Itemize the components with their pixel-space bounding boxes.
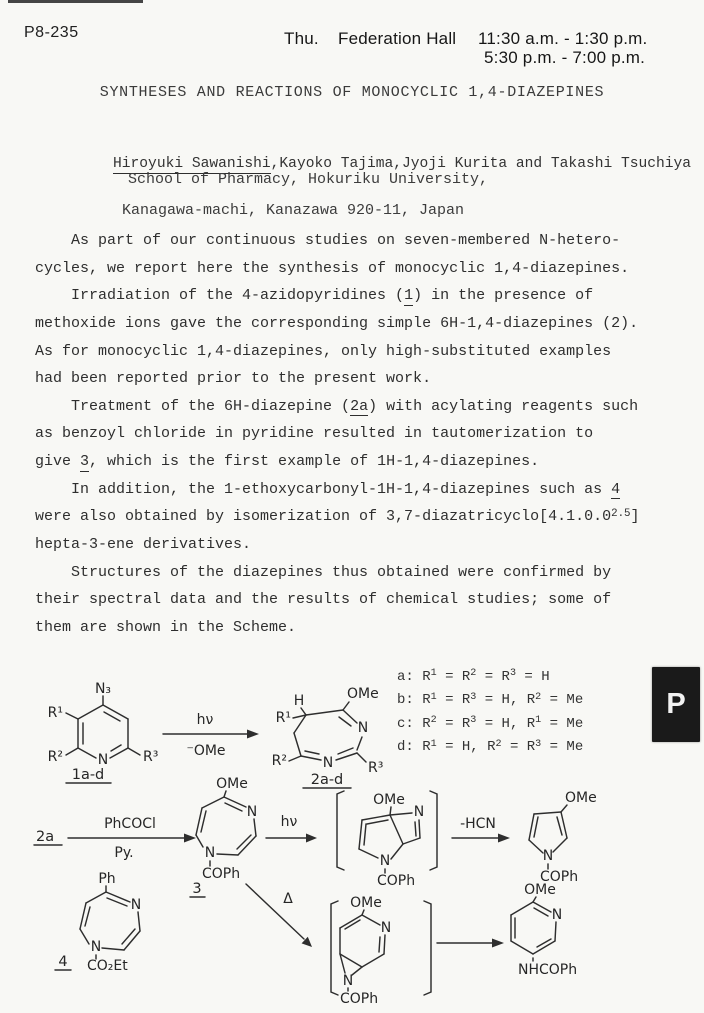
bond bbox=[224, 797, 246, 807]
text-segment: ] bbox=[630, 508, 640, 526]
bond bbox=[403, 838, 420, 844]
section-tab-p bbox=[652, 667, 700, 742]
compound-label-2a: 2a bbox=[36, 829, 55, 845]
session-time-1: 11:30 a.m. - 1:30 p.m. bbox=[478, 29, 648, 48]
section-tab-letter: P bbox=[666, 688, 686, 720]
text-segment-sup: 3 bbox=[470, 715, 477, 727]
bond bbox=[529, 814, 534, 840]
double-bond bbox=[201, 811, 206, 832]
bond bbox=[362, 915, 380, 925]
acyl-label: COPh bbox=[340, 991, 379, 1007]
double-bond bbox=[122, 929, 135, 944]
arrow-condition: hν bbox=[280, 814, 298, 830]
r3-label: R³ bbox=[368, 760, 384, 776]
text-segment: ) with acylating reagents such bbox=[368, 397, 639, 415]
affiliation-line-2: Kanagawa-machi, Kanazawa 920-11, Japan bbox=[122, 202, 465, 219]
text-segment-u: 4 bbox=[611, 480, 621, 498]
bond bbox=[391, 844, 403, 859]
bond bbox=[553, 838, 567, 852]
ring-nitrogen-label: N bbox=[90, 939, 102, 955]
reaction-arrow-hcn-loss bbox=[452, 816, 510, 843]
body-line bbox=[35, 531, 640, 559]
bond bbox=[390, 815, 403, 844]
bond bbox=[343, 702, 349, 710]
bond bbox=[534, 812, 561, 814]
legend-line bbox=[397, 736, 583, 759]
ring-nitrogen-label: N bbox=[379, 853, 391, 869]
acyl-label: COPh bbox=[377, 873, 416, 889]
r-group-legend bbox=[397, 666, 583, 760]
body-line bbox=[35, 559, 640, 587]
arrow-condition: -HCN bbox=[460, 816, 496, 832]
text-segment-sup: 1 bbox=[430, 668, 437, 680]
bond bbox=[124, 931, 140, 950]
arrow-condition-bottom: Py. bbox=[114, 845, 134, 861]
body-line bbox=[35, 255, 640, 283]
body-line bbox=[35, 365, 640, 393]
body-line bbox=[35, 586, 640, 614]
text-segment: d: R bbox=[397, 739, 431, 756]
intermediate-bicyclic-photo bbox=[337, 791, 437, 889]
text-segment: = Me bbox=[541, 692, 584, 709]
bond bbox=[390, 813, 412, 815]
text-segment-sup: 1 bbox=[430, 738, 437, 750]
arrow-head bbox=[306, 834, 317, 843]
bond bbox=[362, 954, 384, 967]
text-segment: , which is the first example of 1H-1,4-diazepines. bbox=[89, 453, 540, 471]
double-bond bbox=[111, 745, 121, 751]
text-segment: them are shown in the Scheme. bbox=[35, 618, 297, 636]
bond bbox=[202, 797, 224, 808]
reaction-scheme bbox=[0, 660, 704, 1013]
ring-nitrogen-label: N bbox=[322, 755, 334, 771]
text-segment: In addition, the 1-ethoxycarbonyl-1H-1,4-diazepines such as bbox=[35, 480, 612, 498]
r3-label: R³ bbox=[143, 749, 159, 765]
bond bbox=[78, 748, 96, 758]
double-bond bbox=[557, 817, 562, 835]
bond bbox=[80, 929, 89, 944]
text-segment: = H, R bbox=[476, 715, 536, 732]
text-segment: cycles, we report here the synthesis of monocyclic 1,4-diazepines. bbox=[35, 259, 630, 277]
compound-label-2: 2a-d bbox=[310, 772, 344, 788]
double-bond bbox=[305, 751, 319, 754]
ring-nitrogen-label: N bbox=[357, 720, 369, 736]
session-hall: Federation Hall bbox=[338, 29, 457, 48]
ring-nitrogen-label: N bbox=[380, 920, 392, 936]
bond bbox=[511, 941, 533, 954]
compound-label-1: 1a-d bbox=[71, 767, 105, 783]
bond bbox=[254, 819, 256, 836]
reaction-arrow-delta bbox=[246, 884, 312, 947]
bond bbox=[196, 835, 203, 847]
arrow-head bbox=[492, 939, 504, 948]
text-segment: Irradiation of the 4-azidopyridines ( bbox=[35, 287, 405, 305]
double-bond bbox=[534, 817, 538, 837]
text-segment: = H, R bbox=[436, 739, 496, 756]
bond bbox=[78, 705, 103, 719]
text-segment: had been reported prior to the present work. bbox=[35, 370, 432, 388]
bond bbox=[357, 753, 366, 762]
bond bbox=[384, 935, 385, 954]
arrow-shaft bbox=[246, 884, 304, 939]
text-segment: = H, R bbox=[476, 692, 536, 709]
bond bbox=[419, 820, 420, 838]
text-segment: = H bbox=[516, 669, 550, 685]
double-bond bbox=[367, 820, 388, 824]
text-segment: hepta-3-ene derivatives. bbox=[35, 536, 252, 554]
ring-nitrogen-label: N bbox=[551, 907, 563, 923]
double-bond bbox=[379, 937, 380, 952]
body-line bbox=[35, 338, 640, 366]
bond bbox=[102, 948, 124, 950]
text-segment-sup: 2.5 bbox=[611, 507, 631, 520]
double-bond bbox=[339, 717, 351, 726]
bond bbox=[362, 815, 390, 820]
bond bbox=[103, 705, 128, 719]
session-time-2: 5:30 p.m. - 7:00 p.m. bbox=[484, 48, 646, 67]
r2-label: R² bbox=[47, 749, 63, 765]
arrow-head bbox=[184, 834, 196, 843]
r2-label: R² bbox=[271, 753, 287, 769]
bond bbox=[561, 805, 567, 812]
product-pyrrole bbox=[529, 790, 597, 885]
abstract-body bbox=[35, 227, 640, 642]
text-segment: as benzoyl chloride in pyridine resulted in tautomerization to bbox=[35, 425, 594, 443]
structure-2a-d bbox=[272, 686, 384, 788]
text-segment: a: R bbox=[397, 669, 431, 685]
text-segment: As for monocyclic 1,4-diazepines, only high-substituted examples bbox=[35, 342, 612, 360]
bond bbox=[306, 710, 343, 715]
double-bond bbox=[364, 824, 366, 845]
paper-title: SYNTHESES AND REACTIONS OF MONOCYCLIC 1,4-DIAZEPINES bbox=[99, 84, 605, 101]
bond bbox=[359, 820, 362, 849]
ring-nitrogen-label: N bbox=[130, 897, 142, 913]
bond bbox=[217, 854, 238, 855]
text-segment: Structures of the diazepines thus obtained were confirmed by bbox=[35, 563, 612, 581]
arrow-condition-top: PhCOCl bbox=[104, 816, 156, 832]
bond bbox=[301, 756, 321, 760]
text-segment: = Me bbox=[541, 715, 584, 732]
bond bbox=[289, 756, 301, 761]
bracket-left bbox=[331, 901, 338, 995]
text-segment: their spectral data and the results of chemical studies; some of bbox=[35, 591, 612, 609]
ring-nitrogen-label: N bbox=[246, 804, 258, 820]
aziridine-nitrogen-label: N bbox=[342, 973, 354, 989]
product-benzamidopyridine bbox=[511, 882, 577, 978]
text-segment: = Me bbox=[541, 739, 584, 756]
bond bbox=[357, 737, 362, 750]
bond bbox=[511, 902, 533, 915]
double-bond bbox=[237, 835, 251, 849]
body-line bbox=[35, 310, 640, 338]
text-segment-u: 1 bbox=[404, 287, 414, 305]
bond bbox=[301, 708, 306, 715]
ome-label: OMe bbox=[524, 882, 556, 898]
h-label: H bbox=[293, 693, 305, 709]
arrow-condition-top: hν bbox=[196, 712, 214, 728]
reaction-arrow-final bbox=[437, 939, 504, 948]
bond bbox=[533, 902, 551, 912]
paper-code: P8-235 bbox=[24, 24, 79, 41]
bond bbox=[86, 892, 106, 903]
ome-label: OMe bbox=[373, 792, 405, 808]
acyl-label: COPh bbox=[540, 869, 579, 885]
ome-label: OMe bbox=[216, 776, 248, 792]
body-line bbox=[35, 227, 640, 255]
double-bond bbox=[338, 748, 353, 754]
body-line bbox=[35, 420, 640, 448]
bond bbox=[128, 748, 140, 755]
bond bbox=[359, 849, 378, 858]
bond bbox=[66, 713, 78, 719]
author-presenting: Hiroyuki Sawanishi bbox=[113, 156, 271, 172]
text-segment: methoxide ions gave the corresponding simple 6H-1,4-diazepines (2). bbox=[35, 314, 639, 332]
text-segment: b: R bbox=[397, 692, 431, 709]
text-segment-sup: 2 bbox=[470, 668, 477, 680]
text-segment: = R bbox=[476, 669, 510, 685]
text-segment-sup: 3 bbox=[535, 738, 542, 750]
bond bbox=[138, 912, 140, 931]
legend-line bbox=[397, 666, 583, 689]
text-segment: c: R bbox=[397, 715, 431, 732]
reaction-arrow-benzoylation bbox=[68, 816, 196, 861]
ring-nitrogen-label: N bbox=[413, 804, 425, 820]
compound-label-4: 4 bbox=[58, 954, 68, 970]
structure-3 bbox=[190, 776, 257, 897]
amide-label: NHCOPh bbox=[518, 962, 578, 978]
text-segment-sup: 2 bbox=[430, 715, 437, 727]
bond bbox=[390, 807, 391, 815]
bracket-left bbox=[337, 791, 344, 870]
text-segment: = R bbox=[436, 669, 471, 685]
acyl-label: COPh bbox=[202, 866, 241, 882]
reaction-arrow-photolysis bbox=[163, 712, 259, 759]
author-rest: ,Kayoko Tajima,Jyoji Kurita and Takashi Tsuchiya bbox=[270, 156, 692, 172]
double-bond bbox=[537, 939, 551, 947]
bond bbox=[66, 748, 78, 755]
compound-label-3: 3 bbox=[192, 881, 202, 897]
structure-4 bbox=[55, 871, 141, 974]
bond bbox=[352, 967, 362, 975]
text-segment: = R bbox=[501, 739, 536, 756]
text-segment: As part of our continuous studies on seven-membered N-hetero- bbox=[35, 232, 621, 249]
arrow-head bbox=[498, 834, 510, 843]
text-segment-sup: 3 bbox=[509, 668, 517, 680]
reactant-2a bbox=[34, 829, 62, 845]
body-line bbox=[35, 393, 640, 421]
bond bbox=[555, 922, 556, 941]
r1-label: R¹ bbox=[275, 710, 291, 726]
legend-line bbox=[397, 713, 583, 736]
text-segment: give bbox=[35, 453, 81, 471]
text-segment: = R bbox=[436, 715, 471, 732]
session-day: Thu. bbox=[284, 29, 319, 48]
scan-artifact bbox=[8, 0, 143, 3]
text-segment: ) in the presence of bbox=[413, 287, 594, 305]
bond bbox=[294, 733, 301, 756]
ome-label: OMe bbox=[565, 790, 597, 806]
bracket-right bbox=[430, 791, 437, 870]
ring-nitrogen-label: N bbox=[542, 848, 554, 864]
arrow-head bbox=[247, 730, 259, 739]
text-segment-sup: 1 bbox=[430, 691, 437, 703]
reaction-arrow-hv bbox=[266, 814, 317, 843]
text-segment-sup: 2 bbox=[535, 691, 542, 703]
r1-label: R¹ bbox=[47, 705, 63, 721]
text-segment: Treatment of the 6H-diazepine ( bbox=[35, 397, 351, 415]
text-segment: = R bbox=[436, 692, 471, 709]
ome-label: OMe bbox=[347, 686, 379, 702]
body-line bbox=[35, 282, 640, 310]
structure-1a-d bbox=[48, 681, 159, 783]
legend-line bbox=[397, 689, 583, 712]
double-bond bbox=[85, 907, 90, 926]
text-segment-sup: 2 bbox=[495, 738, 502, 750]
bond bbox=[106, 892, 130, 902]
ph-label: Ph bbox=[98, 871, 116, 887]
double-bond bbox=[415, 822, 416, 836]
body-line bbox=[35, 476, 640, 504]
affiliation-line-1: School of Pharmacy, Hokuriku University, bbox=[128, 171, 489, 188]
text-segment-u: 2a bbox=[350, 397, 369, 415]
ring-nitrogen-label: N bbox=[97, 752, 109, 768]
bond bbox=[529, 840, 543, 853]
ester-label: CO₂Et bbox=[87, 958, 128, 974]
text-segment: were also obtained by isomerization of 3,7-diazatricyclo[4.1.0.0 bbox=[35, 508, 612, 526]
ring-nitrogen-label: N bbox=[204, 845, 216, 861]
text-segment-u: 3 bbox=[80, 453, 90, 471]
intermediate-aziridine-fused bbox=[331, 895, 431, 1007]
azide-label: N₃ bbox=[94, 681, 112, 697]
arrow-condition-bottom: ⁻OMe bbox=[186, 743, 226, 759]
arrow-condition: Δ bbox=[283, 891, 293, 907]
ome-label: OMe bbox=[350, 895, 382, 911]
text-segment-sup: 1 bbox=[535, 715, 542, 727]
body-line bbox=[35, 614, 640, 642]
text-segment-sup: 3 bbox=[470, 691, 477, 703]
body-line bbox=[35, 448, 640, 476]
body-line bbox=[35, 503, 640, 531]
bracket-right bbox=[424, 901, 431, 995]
